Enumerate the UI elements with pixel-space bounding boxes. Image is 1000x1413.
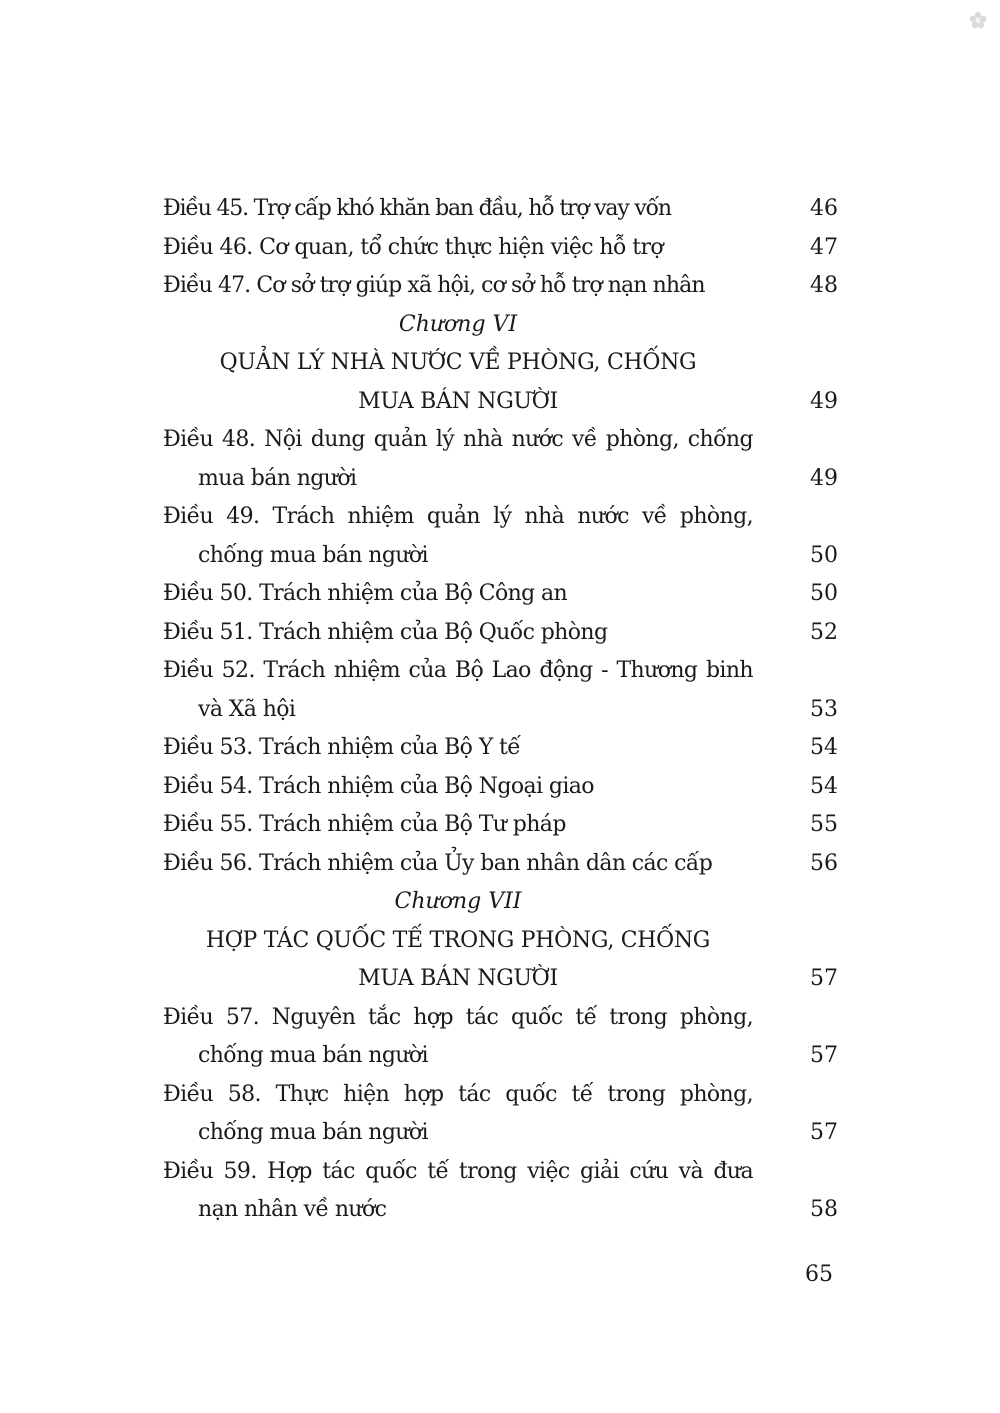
chapter-7-title-row-1[interactable] bbox=[163, 922, 838, 961]
toc-entry-page: 46 bbox=[810, 196, 838, 221]
toc-entry-text: Điều 54. Trách nhiệm của Bộ Ngoại giao bbox=[163, 773, 594, 799]
toc-entry-page: 52 bbox=[810, 619, 838, 645]
toc-entry-text: và Xã hội bbox=[198, 696, 296, 722]
toc-entry-53[interactable] bbox=[163, 729, 838, 768]
toc-entry-text: Điều 56. Trách nhiệm của Ủy ban nhân dân các cấp bbox=[163, 850, 713, 876]
toc-entry-page: 56 bbox=[810, 850, 838, 876]
toc-entry-48-cont[interactable] bbox=[163, 460, 838, 499]
toc-entry-52-cont[interactable] bbox=[163, 691, 838, 730]
toc-entry-55[interactable] bbox=[163, 806, 838, 845]
toc-entry-text: Điều 57. Nguyên tắc hợp tác quốc tế trong phòng, bbox=[163, 1004, 753, 1030]
toc-entry-57[interactable] bbox=[163, 999, 838, 1038]
toc-entry-text: Điều 51. Trách nhiệm của Bộ Quốc phòng bbox=[163, 619, 608, 645]
toc-entry-text: chống mua bán người bbox=[198, 542, 428, 568]
toc-entry-56[interactable] bbox=[163, 845, 838, 884]
toc-entry-text: Điều 49. Trách nhiệm quản lý nhà nước về phòng, bbox=[163, 504, 753, 529]
chapter-6-title-row-2[interactable] bbox=[163, 383, 838, 422]
chapter-label: Chương VI bbox=[398, 311, 518, 337]
toc-entry-page: 49 bbox=[810, 388, 838, 414]
toc-entry-page: 54 bbox=[810, 735, 838, 760]
toc-entry-page: 57 bbox=[810, 1043, 838, 1068]
toc-entry-text: Điều 58. Thực hiện hợp tác quốc tế trong phòng, bbox=[163, 1081, 753, 1107]
toc-entry-page: 57 bbox=[810, 966, 838, 991]
toc-entry-49-cont[interactable] bbox=[163, 537, 838, 576]
toc-entry-page: 55 bbox=[810, 812, 838, 837]
toc-entry-51[interactable] bbox=[163, 614, 838, 653]
toc-entry-text: chống mua bán người bbox=[198, 1043, 428, 1068]
toc-entry-59-cont[interactable] bbox=[163, 1191, 838, 1230]
chapter-label: Chương VII bbox=[394, 889, 522, 914]
toc-entry-49[interactable] bbox=[163, 498, 838, 537]
toc-entry-58-cont[interactable] bbox=[163, 1114, 838, 1153]
toc-entry-45[interactable] bbox=[163, 190, 838, 229]
toc-entry-text: Điều 47. Cơ sở trợ giúp xã hội, cơ sở hỗ trợ nạn nhân bbox=[163, 273, 705, 298]
toc-entry-52[interactable] bbox=[163, 652, 838, 691]
toc-entry-47[interactable] bbox=[163, 267, 838, 306]
flower-icon bbox=[968, 10, 988, 30]
page-number: 65 bbox=[805, 1262, 833, 1287]
toc-entry-page: 58 bbox=[810, 1197, 838, 1222]
toc-entry-text: Điều 46. Cơ quan, tổ chức thực hiện việc hỗ trợ bbox=[163, 234, 664, 260]
toc-entry-text: Điều 45. Trợ cấp khó khăn ban đầu, hỗ trợ vay vốn bbox=[163, 196, 671, 221]
toc-entry-text: Điều 50. Trách nhiệm của Bộ Công an bbox=[163, 581, 568, 606]
toc-entry-page: 49 bbox=[810, 465, 838, 491]
toc-entry-page: 54 bbox=[810, 773, 838, 799]
toc-entry-58[interactable] bbox=[163, 1076, 838, 1115]
toc-entry-page: 48 bbox=[810, 273, 838, 298]
toc-entry-text: mua bán người bbox=[198, 465, 357, 491]
toc-entry-54[interactable] bbox=[163, 768, 838, 807]
table-of-contents bbox=[163, 190, 838, 1230]
toc-entry-text: Điều 48. Nội dung quản lý nhà nước về phòng, chống bbox=[163, 427, 753, 452]
toc-entry-48[interactable] bbox=[163, 421, 838, 460]
toc-entry-page: 57 bbox=[810, 1120, 838, 1145]
toc-entry-50[interactable] bbox=[163, 575, 838, 614]
toc-entry-text: Điều 59. Hợp tác quốc tế trong việc giải cứu và đưa bbox=[163, 1158, 753, 1184]
toc-entry-page: 47 bbox=[810, 234, 838, 260]
toc-entry-text: Điều 52. Trách nhiệm của Bộ Lao động - Thương binh bbox=[163, 658, 753, 683]
toc-entry-text: nạn nhân về nước bbox=[198, 1197, 387, 1222]
toc-entry-text: Điều 55. Trách nhiệm của Bộ Tư pháp bbox=[163, 812, 566, 837]
toc-entry-59[interactable] bbox=[163, 1153, 838, 1192]
chapter-6-title-row-1[interactable] bbox=[163, 344, 838, 383]
toc-entry-text: Điều 53. Trách nhiệm của Bộ Y tế bbox=[163, 735, 521, 760]
toc-entry-page: 50 bbox=[810, 542, 838, 568]
toc-entry-57-cont[interactable] bbox=[163, 1037, 838, 1076]
toc-entry-46[interactable] bbox=[163, 229, 838, 268]
chapter-title: QUẢN LÝ NHÀ NƯỚC VỀ PHÒNG, CHỐNG bbox=[219, 350, 697, 375]
toc-entry-page: 50 bbox=[810, 581, 838, 606]
chapter-6-label-row bbox=[163, 306, 838, 345]
chapter-title: MUA BÁN NGƯỜI bbox=[358, 966, 558, 991]
chapter-title: MUA BÁN NGƯỜI bbox=[358, 388, 558, 414]
toc-entry-page: 53 bbox=[810, 696, 838, 722]
chapter-7-title-row-2[interactable] bbox=[163, 960, 838, 999]
chapter-title: HỢP TÁC QUỐC TẾ TRONG PHÒNG, CHỐNG bbox=[205, 927, 711, 953]
chapter-7-label-row bbox=[163, 883, 838, 922]
toc-entry-text: chống mua bán người bbox=[198, 1120, 428, 1145]
